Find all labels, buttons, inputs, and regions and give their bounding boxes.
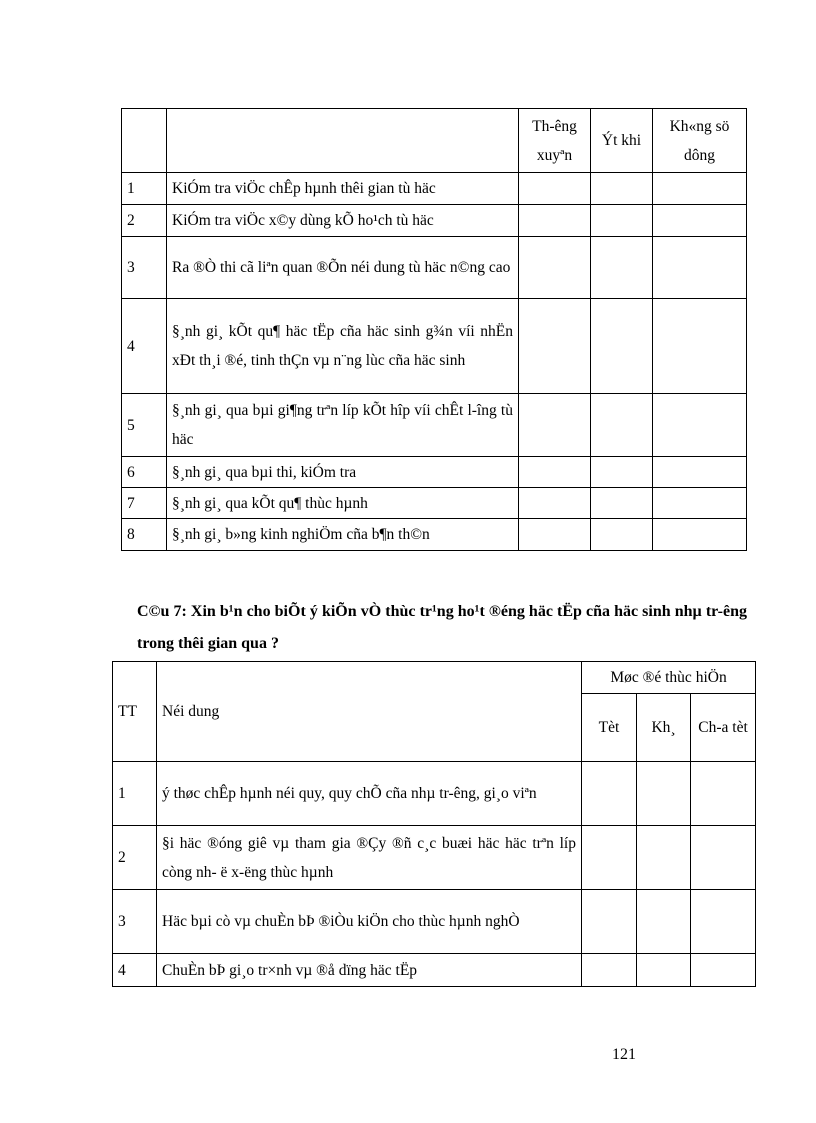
cell-often (519, 394, 591, 457)
cell-sometimes (591, 299, 653, 394)
cell-never (653, 519, 747, 551)
row-content: §¸nh gi¸ qua bµi thi, kiÓm tra (167, 457, 519, 488)
table2-header-not-good: Ch-a tèt (691, 694, 756, 762)
table2-header-good: Tèt (582, 694, 637, 762)
cell-fair (637, 954, 691, 987)
row-number: 6 (122, 457, 167, 488)
cell-sometimes (591, 205, 653, 237)
cell-sometimes (591, 519, 653, 551)
cell-sometimes (591, 394, 653, 457)
table1-header-content (167, 109, 519, 173)
row-content: §¸nh gi¸ qua kÕt qu¶ thùc hµnh (167, 488, 519, 519)
table-row (122, 237, 747, 299)
row-number: 3 (122, 237, 167, 299)
row-content: §¸nh gi¸ kÕt qu¶ häc tËp cña häc sinh g¾n víi nhËn xÐt th¸i ®é, tinh thÇn vµ n¨ng lùc cña häc sinh (167, 299, 519, 394)
cell-often (519, 457, 591, 488)
cell-never (653, 457, 747, 488)
table1-header-often: Th-êng xuyªn (519, 109, 591, 173)
cell-sometimes (591, 457, 653, 488)
survey-table-activities (112, 661, 756, 987)
cell-good (582, 826, 637, 890)
table-row (122, 173, 747, 205)
page-number: 121 (612, 1046, 636, 1063)
row-number: 5 (122, 394, 167, 457)
row-content: ChuÈn bÞ gi¸o tr×nh vµ ®å dïng häc tËp (157, 954, 582, 987)
cell-fair (637, 762, 691, 826)
row-number: 1 (113, 762, 157, 826)
cell-fair (637, 826, 691, 890)
row-content: Ra ®Ò thi cã liªn quan ®Õn néi dung tù häc n©ng cao (167, 237, 519, 299)
table-row (122, 299, 747, 394)
row-content: §i häc ®óng giê vµ tham gia ®Çy ®ñ c¸c buæi häc häc trªn líp còng nh- ë x-ëng thùc hµnh (157, 826, 582, 890)
cell-good (582, 762, 637, 826)
table-row (122, 519, 747, 551)
cell-never (653, 173, 747, 205)
table2-header-fair: Kh¸ (637, 694, 691, 762)
survey-table-methods (121, 108, 747, 551)
row-number: 3 (113, 890, 157, 954)
table2-header-tt: TT (113, 662, 157, 762)
cell-sometimes (591, 237, 653, 299)
table1-header-row (122, 109, 747, 173)
cell-often (519, 205, 591, 237)
table-row (113, 890, 756, 954)
table-row (113, 826, 756, 890)
row-number: 7 (122, 488, 167, 519)
row-content: §¸nh gi¸ qua bµi gi¶ng trªn líp kÕt hîp víi chÊt l-îng tù häc (167, 394, 519, 457)
cell-fair (637, 890, 691, 954)
cell-good (582, 890, 637, 954)
row-number: 8 (122, 519, 167, 551)
table-row (122, 394, 747, 457)
table2-header-level: Møc ®é thùc hiÖn (582, 662, 756, 694)
cell-often (519, 488, 591, 519)
table-row (113, 762, 756, 826)
table1-header-sometimes: Ýt khi (591, 109, 653, 173)
cell-never (653, 488, 747, 519)
row-content: KiÓm tra viÖc chÊp hµnh thêi gian tù häc (167, 173, 519, 205)
cell-never (653, 299, 747, 394)
question-heading: C©u 7: Xin b¹n cho biÕt ý kiÕn vÒ thùc tr¹ng ho¹t ®éng häc tËp cña häc sinh nhµ tr-êng trong thêi gian qua ? (137, 603, 747, 652)
row-content: ý thøc chÊp hµnh néi quy, quy chÕ cña nhµ tr-êng, gi¸o viªn (157, 762, 582, 826)
cell-not-good (691, 954, 756, 987)
row-content: §¸nh gi¸ b»ng kinh nghiÖm cña b¶n th©n (167, 519, 519, 551)
cell-never (653, 205, 747, 237)
row-content: Häc bµi cò vµ chuÈn bÞ ®iÒu kiÖn cho thùc hµnh nghÒ (157, 890, 582, 954)
cell-not-good (691, 762, 756, 826)
row-content: KiÓm tra viÖc x©y dùng kÕ ho¹ch tù häc (167, 205, 519, 237)
table1-header-num (122, 109, 167, 173)
cell-often (519, 237, 591, 299)
row-number: 4 (113, 954, 157, 987)
table2-header-row (113, 662, 756, 694)
cell-sometimes (591, 488, 653, 519)
cell-not-good (691, 890, 756, 954)
cell-good (582, 954, 637, 987)
table-row (113, 954, 756, 987)
cell-often (519, 299, 591, 394)
cell-never (653, 394, 747, 457)
cell-never (653, 237, 747, 299)
table-row (122, 457, 747, 488)
row-number: 2 (122, 205, 167, 237)
table-row (122, 488, 747, 519)
table2-header-content: Néi dung (157, 662, 582, 762)
cell-sometimes (591, 173, 653, 205)
table1-header-never: Kh«ng sö dông (653, 109, 747, 173)
row-number: 4 (122, 299, 167, 394)
cell-often (519, 519, 591, 551)
row-number: 2 (113, 826, 157, 890)
row-number: 1 (122, 173, 167, 205)
table-row (122, 205, 747, 237)
cell-not-good (691, 826, 756, 890)
cell-often (519, 173, 591, 205)
